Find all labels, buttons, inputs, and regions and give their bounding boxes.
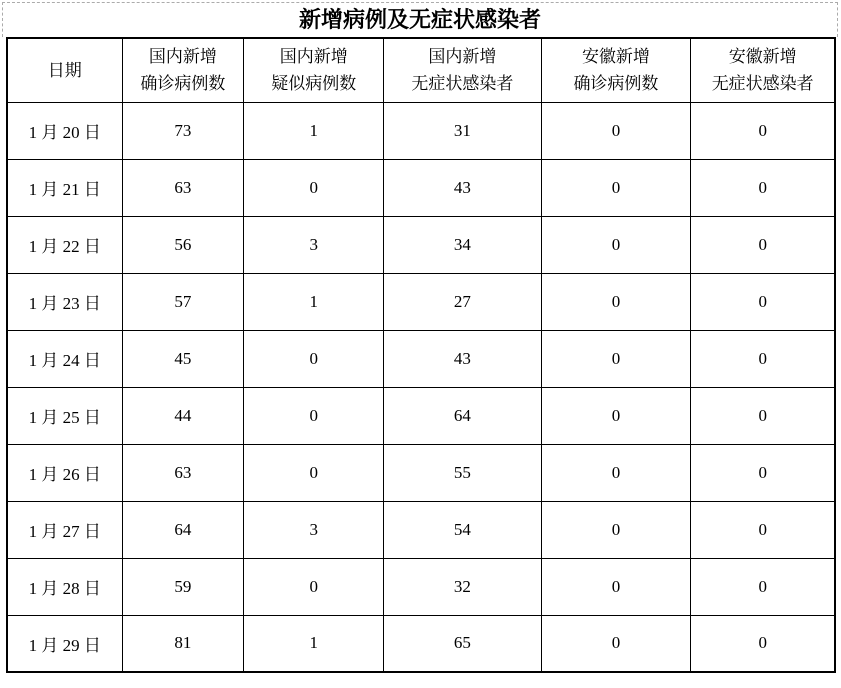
value-cell-anhui-confirmed: 0	[541, 159, 691, 216]
value-cell-domestic-suspected: 0	[244, 159, 384, 216]
column-header-date	[7, 38, 122, 102]
value-cell-domestic-suspected: 3	[244, 216, 384, 273]
column-header-line2: 疑似病例数	[271, 74, 357, 94]
value-cell-anhui-asymptomatic: 0	[691, 330, 835, 387]
column-header-line2: 无症状感染者	[411, 74, 514, 94]
value-cell-domestic-confirmed: 63	[122, 159, 244, 216]
value-cell-anhui-asymptomatic: 0	[691, 501, 835, 558]
column-header-line1: 国内新增	[428, 47, 497, 67]
column-header-line2: 无症状感染者	[711, 74, 814, 94]
date-cell: 1 月 20 日	[7, 102, 122, 159]
value-cell-domestic-suspected: 3	[244, 501, 384, 558]
table-row	[7, 444, 835, 501]
column-header-line1: 国内新增	[148, 47, 217, 67]
table-row	[7, 216, 835, 273]
table-row	[7, 501, 835, 558]
column-header-domestic-asymptomatic	[384, 38, 541, 102]
date-cell: 1 月 29 日	[7, 615, 122, 672]
value-cell-domestic-asymptomatic: 55	[384, 444, 541, 501]
value-cell-anhui-asymptomatic: 0	[691, 444, 835, 501]
table-row	[7, 330, 835, 387]
date-cell: 1 月 28 日	[7, 558, 122, 615]
value-cell-anhui-confirmed: 0	[541, 558, 691, 615]
value-cell-domestic-asymptomatic: 27	[384, 273, 541, 330]
value-cell-domestic-suspected: 0	[244, 330, 384, 387]
header-row	[7, 38, 835, 102]
value-cell-anhui-asymptomatic: 0	[691, 216, 835, 273]
date-cell: 1 月 25 日	[7, 387, 122, 444]
table-row	[7, 273, 835, 330]
value-cell-anhui-asymptomatic: 0	[691, 558, 835, 615]
column-header-line2: 确诊病例数	[140, 74, 226, 94]
value-cell-domestic-suspected: 0	[244, 558, 384, 615]
value-cell-anhui-asymptomatic: 0	[691, 615, 835, 672]
value-cell-anhui-confirmed: 0	[541, 273, 691, 330]
value-cell-domestic-asymptomatic: 31	[384, 102, 541, 159]
value-cell-anhui-asymptomatic: 0	[691, 387, 835, 444]
table-row	[7, 102, 835, 159]
value-cell-domestic-suspected: 0	[244, 387, 384, 444]
value-cell-domestic-asymptomatic: 43	[384, 330, 541, 387]
value-cell-domestic-suspected: 1	[244, 102, 384, 159]
cases-table	[6, 37, 836, 673]
value-cell-anhui-asymptomatic: 0	[691, 159, 835, 216]
date-cell: 1 月 21 日	[7, 159, 122, 216]
value-cell-domestic-suspected: 1	[244, 615, 384, 672]
value-cell-domestic-asymptomatic: 54	[384, 501, 541, 558]
table-row	[7, 159, 835, 216]
date-cell: 1 月 26 日	[7, 444, 122, 501]
column-header-domestic-confirmed	[122, 38, 244, 102]
value-cell-domestic-asymptomatic: 64	[384, 387, 541, 444]
value-cell-anhui-confirmed: 0	[541, 501, 691, 558]
value-cell-anhui-asymptomatic: 0	[691, 273, 835, 330]
date-cell: 1 月 23 日	[7, 273, 122, 330]
value-cell-domestic-suspected: 1	[244, 273, 384, 330]
value-cell-domestic-confirmed: 73	[122, 102, 244, 159]
column-header-line1: 国内新增	[279, 47, 348, 67]
table-row	[7, 558, 835, 615]
column-header-line2: 确诊病例数	[573, 74, 659, 94]
column-header-anhui-asymptomatic	[691, 38, 835, 102]
value-cell-domestic-asymptomatic: 32	[384, 558, 541, 615]
table-body	[7, 102, 835, 672]
value-cell-domestic-suspected: 0	[244, 444, 384, 501]
column-header-line1: 安徽新增	[728, 47, 797, 67]
value-cell-anhui-confirmed: 0	[541, 216, 691, 273]
value-cell-anhui-confirmed: 0	[541, 330, 691, 387]
value-cell-domestic-asymptomatic: 43	[384, 159, 541, 216]
value-cell-domestic-confirmed: 44	[122, 387, 244, 444]
date-cell: 1 月 24 日	[7, 330, 122, 387]
value-cell-domestic-confirmed: 56	[122, 216, 244, 273]
value-cell-domestic-confirmed: 45	[122, 330, 244, 387]
value-cell-anhui-confirmed: 0	[541, 444, 691, 501]
date-cell: 1 月 27 日	[7, 501, 122, 558]
table-row	[7, 615, 835, 672]
value-cell-anhui-confirmed: 0	[541, 615, 691, 672]
table-title: 新增病例及无症状感染者	[2, 2, 838, 37]
value-cell-domestic-confirmed: 63	[122, 444, 244, 501]
value-cell-anhui-asymptomatic: 0	[691, 102, 835, 159]
value-cell-domestic-confirmed: 59	[122, 558, 244, 615]
table-row	[7, 387, 835, 444]
column-header-line1: 安徽新增	[581, 47, 650, 67]
value-cell-domestic-confirmed: 57	[122, 273, 244, 330]
column-header-line1: 日期	[47, 60, 82, 80]
value-cell-domestic-asymptomatic: 34	[384, 216, 541, 273]
value-cell-domestic-asymptomatic: 65	[384, 615, 541, 672]
date-cell: 1 月 22 日	[7, 216, 122, 273]
value-cell-anhui-confirmed: 0	[541, 387, 691, 444]
value-cell-domestic-confirmed: 64	[122, 501, 244, 558]
value-cell-domestic-confirmed: 81	[122, 615, 244, 672]
value-cell-anhui-confirmed: 0	[541, 102, 691, 159]
column-header-domestic-suspected	[244, 38, 384, 102]
column-header-anhui-confirmed	[541, 38, 691, 102]
